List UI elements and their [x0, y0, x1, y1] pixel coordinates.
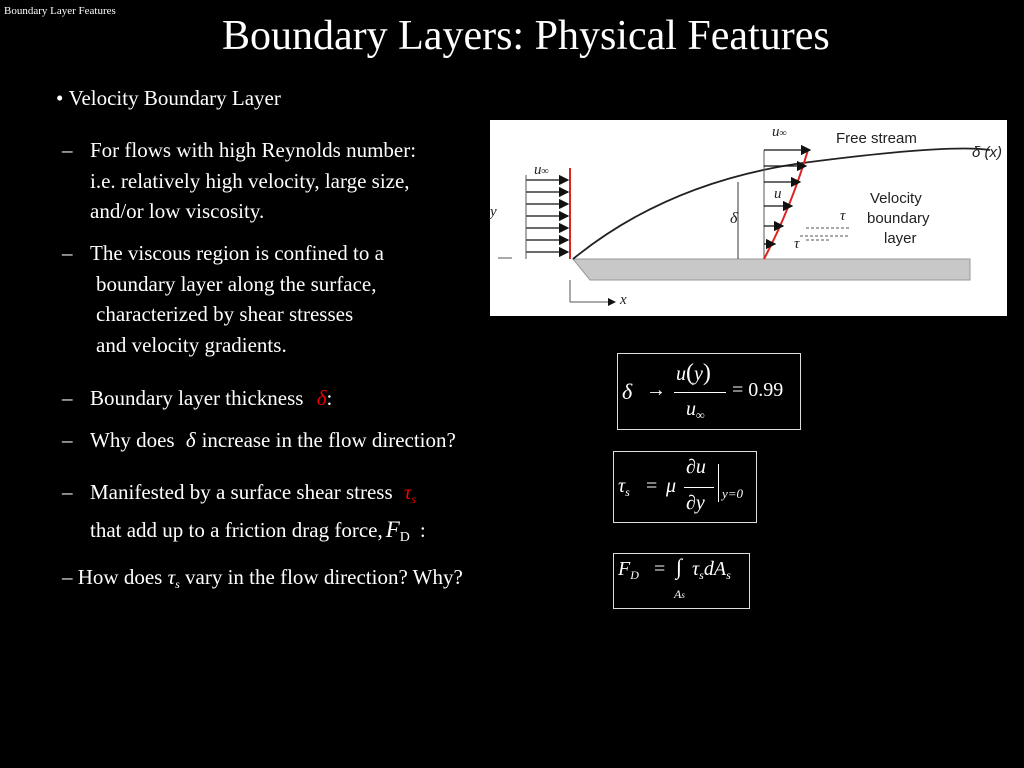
eq1-den-sub: ∞ — [696, 408, 705, 422]
item5-line2: that add up to a friction drag force, — [90, 517, 383, 542]
u-left: u — [534, 162, 542, 178]
velocity-label-1: Velocity — [870, 190, 922, 207]
eq3-da-sub: s — [726, 568, 731, 582]
slide-header: Boundary Layer Features — [4, 5, 116, 17]
item-how-tau — [62, 562, 463, 600]
eq3-integral: ∫ — [676, 554, 683, 579]
velocity-label-2: boundary — [867, 210, 930, 227]
item6-after: vary in the flow direction? Why? — [185, 565, 463, 589]
tau-bottom-label: τ — [794, 236, 800, 252]
eq2-fraction-bar — [684, 487, 714, 488]
free-stream-arrows — [526, 180, 568, 252]
u-mid-label: u — [774, 186, 782, 202]
eq2-lhs — [618, 475, 630, 500]
shear-dashes — [800, 228, 850, 240]
eq2-tau: τ — [618, 475, 626, 497]
dash-marker: – — [62, 138, 73, 162]
item6-before: How does — [77, 565, 163, 589]
eq1-arrow: → — [646, 379, 666, 401]
item5-line2-wrap — [62, 515, 426, 554]
eq2-denominator: ∂y — [686, 492, 705, 514]
u-inf-top-label — [772, 124, 787, 141]
item4-before: Why does — [90, 428, 175, 452]
flat-plate — [573, 259, 970, 280]
eq3-integrand — [692, 558, 731, 583]
tau-symbol: τ — [403, 480, 412, 504]
item-high-reynolds — [62, 135, 416, 227]
item3-text: Boundary layer thickness — [90, 386, 304, 410]
eq3-f-sub: D — [630, 568, 639, 582]
u-top-sub: ∞ — [779, 128, 787, 139]
eq2-eval-bar — [718, 464, 719, 502]
eq2-mu: μ — [666, 475, 677, 497]
x-axis-label: x — [620, 292, 627, 308]
dash-marker: – — [62, 565, 73, 589]
u-top: u — [772, 124, 780, 140]
eq2-numerator: ∂u — [686, 456, 706, 478]
eq3-da: dA — [703, 558, 727, 580]
dash-marker: – — [62, 386, 73, 410]
eq3-equals: = — [654, 558, 666, 580]
item3-suffix: : — [326, 386, 333, 410]
eq1-den: u — [686, 398, 696, 420]
tau-subscript: s — [411, 492, 417, 506]
item-viscous-region — [62, 238, 384, 360]
u-left-sub: ∞ — [541, 166, 549, 177]
item1-line1: For flows with high Reynolds number: — [90, 138, 417, 162]
eq3-f: F — [618, 558, 631, 580]
tau-symbol: τ — [167, 565, 176, 589]
eq3-limit-sub: s — [681, 590, 685, 600]
eq3-tau: τ — [692, 558, 700, 580]
item2-line4: and velocity gradients. — [96, 332, 287, 357]
delta-x-label: δ (x) — [972, 144, 1002, 161]
bullet-velocity-boundary-layer — [56, 86, 281, 111]
item2-line1: The viscous region is confined to a — [90, 241, 384, 265]
eq1-lhs: δ — [622, 379, 633, 404]
eq1-fraction-bar — [674, 392, 726, 393]
force-symbol: F — [385, 516, 400, 542]
item2-line3: characterized by shear stresses — [96, 302, 354, 326]
u-inf-left-label — [534, 162, 549, 179]
item1-line2: i.e. relatively high velocity, large size, — [90, 168, 410, 193]
dash-marker: – — [62, 428, 73, 452]
free-stream-label: Free stream — [836, 130, 917, 147]
eq3-limit-a: A — [674, 587, 682, 601]
equation-shear-stress — [613, 451, 757, 523]
eq3-tau-sub: s — [699, 568, 704, 582]
eq2-eval: y=0 — [722, 486, 744, 501]
item4-after: increase in the flow direction? — [201, 428, 456, 452]
equation-thickness — [617, 353, 801, 430]
dash-marker: – — [62, 241, 73, 265]
force-subscript: D — [399, 529, 410, 545]
eq1-denominator — [686, 398, 705, 423]
velocity-label-3: layer — [884, 230, 917, 247]
tau-right-label: τ — [840, 208, 846, 224]
eq1-num-arg: y — [694, 363, 703, 385]
delta-label: δ — [730, 210, 738, 227]
item-boundary-thickness — [62, 383, 332, 414]
slide-title: Boundary Layers: Physical Features — [222, 13, 830, 59]
item2-line2: boundary layer along the surface, — [96, 271, 377, 296]
item-shear-stress — [62, 477, 426, 553]
equation-drag-force — [613, 553, 750, 609]
delta-symbol: δ — [316, 386, 327, 410]
item-why-delta — [62, 425, 456, 456]
dash-marker: – — [62, 480, 73, 504]
delta-symbol: δ — [185, 428, 196, 452]
eq3-lhs — [618, 558, 639, 583]
boundary-layer-edge — [573, 149, 990, 260]
tau-subscript: s — [175, 577, 180, 591]
eq2-tau-sub: s — [625, 485, 630, 499]
item5-suffix: : — [419, 517, 426, 542]
eq3-limit — [674, 587, 685, 602]
item1-line3: and/or low viscosity. — [90, 199, 265, 223]
eq1-num: u — [676, 363, 686, 385]
eq1-rhs: = 0.99 — [732, 379, 784, 401]
bullet-dot: • — [56, 86, 69, 110]
boundary-layer-figure — [490, 120, 1007, 316]
eq2-equals: = — [646, 475, 658, 497]
y-axis-label: y — [490, 204, 497, 220]
bullet-text: Velocity Boundary Layer — [68, 86, 281, 110]
item5-line1: Manifested by a surface shear stress — [90, 480, 393, 504]
eq1-numerator: u(y) — [676, 360, 711, 386]
